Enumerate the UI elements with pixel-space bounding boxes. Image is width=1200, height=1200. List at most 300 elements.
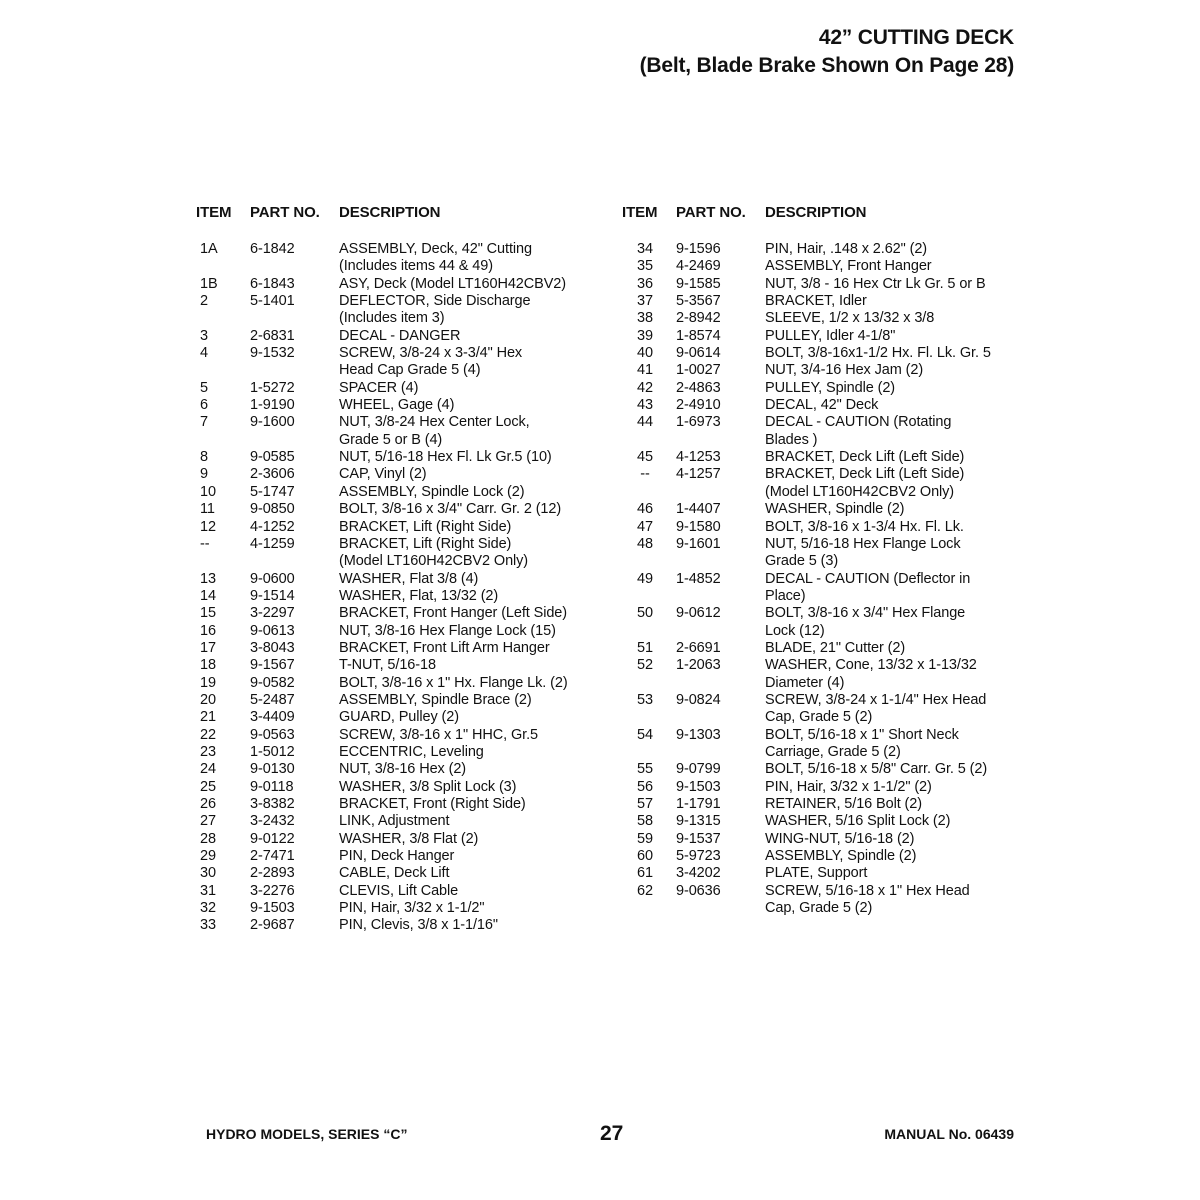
item-number: 55: [637, 761, 653, 778]
part-description: BRACKET, Idler: [765, 293, 867, 310]
table-row: [196, 744, 596, 761]
part-number: 3-8043: [250, 639, 295, 656]
rows-left: [196, 241, 596, 935]
table-row: [196, 605, 596, 622]
rows-right: [622, 241, 1022, 917]
table-row: [622, 414, 1022, 431]
table-row: [196, 397, 596, 414]
part-description: WASHER, Flat 3/8 (4): [339, 570, 479, 587]
table-row: [622, 432, 1022, 449]
part-description: RETAINER, 5/16 Bolt (2): [765, 796, 922, 812]
part-number: 1-4407: [676, 501, 721, 518]
part-description: BLADE, 21" Cutter (2): [765, 639, 906, 656]
part-description: GUARD, Pulley (2): [339, 709, 459, 726]
item-number: [196, 362, 250, 379]
item-number: 52: [637, 657, 653, 674]
table-row: [196, 466, 596, 483]
item-number: [196, 553, 250, 570]
table-row: [622, 397, 1022, 414]
part-number: 9-1303: [676, 726, 721, 743]
item-number: --: [640, 466, 650, 483]
table-row: [196, 484, 596, 501]
item-number: 42: [637, 379, 653, 396]
item-number: 3: [200, 327, 208, 344]
part-description: (Model LT160H42CBV2 Only): [765, 483, 955, 500]
item-number: 51: [637, 639, 653, 656]
table-row: [622, 900, 1022, 917]
part-description: ASSEMBLY, Deck, 42" Cutting: [339, 241, 532, 257]
part-description: ASY, Deck (Model LT160H42CBV2): [339, 275, 566, 292]
item-number: 46: [637, 501, 653, 518]
part-number: 1-4852: [676, 570, 721, 587]
item-number: 53: [637, 691, 653, 708]
item-number: [622, 709, 676, 726]
part-number: [676, 744, 765, 761]
part-description: BRACKET, Lift (Right Side): [339, 535, 512, 552]
part-number: 1-8574: [676, 327, 721, 344]
item-number: 8: [200, 449, 208, 466]
part-description: PIN, Hair, 3/32 x 1-1/2" (2): [765, 778, 932, 795]
part-number: 2-6831: [250, 327, 295, 344]
part-description: ASSEMBLY, Spindle Lock (2): [339, 483, 525, 500]
part-description: ECCENTRIC, Leveling: [339, 743, 484, 760]
part-description: Cap, Grade 5 (2): [765, 900, 873, 917]
part-number: 3-4409: [250, 709, 295, 726]
part-description: WING-NUT, 5/16-18 (2): [765, 830, 915, 847]
part-number: 3-2276: [250, 882, 295, 899]
item-number: 2: [200, 293, 208, 310]
part-description: NUT, 5/16-18 Hex Flange Lock: [765, 535, 961, 552]
part-description: Carriage, Grade 5 (2): [765, 743, 901, 760]
page-number: 27: [600, 1122, 624, 1145]
column-headers: [196, 204, 596, 224]
part-number: 6-1842: [250, 241, 295, 257]
item-number: 48: [637, 535, 653, 552]
part-number: 9-0118: [250, 778, 294, 795]
part-description: WASHER, Spindle (2): [765, 501, 905, 518]
part-description: DECAL, 42" Deck: [765, 397, 879, 414]
item-number: 11: [200, 501, 215, 518]
part-description: CLEVIS, Lift Cable: [339, 882, 459, 899]
part-number: 6-1843: [250, 275, 295, 292]
part-number: [676, 588, 765, 605]
header-item: ITEM: [622, 204, 658, 221]
table-row: [622, 865, 1022, 882]
item-number: 29: [200, 848, 216, 865]
part-description: SCREW, 3/8-24 x 3-3/4" Hex: [339, 345, 523, 362]
part-number: 4-2469: [676, 258, 721, 275]
table-row: [622, 883, 1022, 900]
part-number: 1-5012: [250, 743, 295, 760]
table-row: [622, 571, 1022, 588]
part-number: 9-1600: [250, 414, 295, 431]
item-number: 15: [200, 605, 216, 622]
part-number: 9-1532: [250, 345, 295, 362]
part-description: WASHER, Cone, 13/32 x 1-13/32: [765, 657, 977, 674]
item-number: 33: [200, 917, 216, 934]
part-number: [250, 362, 339, 379]
item-number: 41: [637, 362, 653, 379]
item-number: 22: [200, 726, 216, 743]
item-number: 13: [200, 570, 216, 587]
table-row: [196, 883, 596, 900]
part-number: 2-4910: [676, 397, 721, 414]
item-number: 40: [637, 345, 653, 362]
table-row: [622, 362, 1022, 379]
item-number: 43: [637, 397, 653, 414]
part-number: 9-0824: [676, 691, 721, 708]
item-number: 59: [637, 830, 653, 847]
part-number: [250, 310, 339, 327]
part-description: PIN, Clevis, 3/8 x 1-1/16": [339, 917, 498, 934]
part-number: 5-1747: [250, 483, 295, 500]
part-description: (Includes items 44 & 49): [339, 258, 493, 275]
part-number: [676, 623, 765, 640]
part-number: 9-0850: [250, 501, 295, 518]
part-description: BRACKET, Front Lift Arm Hanger: [339, 639, 550, 656]
item-number: --: [200, 535, 210, 552]
table-row: [196, 779, 596, 796]
item-number: 9: [200, 466, 208, 483]
table-row: [622, 761, 1022, 778]
part-description: NUT, 3/8-24 Hex Center Lock,: [339, 414, 530, 431]
item-number: 35: [637, 258, 653, 275]
part-description: NUT, 5/16-18 Hex Fl. Lk Gr.5 (10): [339, 449, 552, 466]
part-description: DECAL - CAUTION (Deflector in: [765, 570, 971, 587]
part-description: SCREW, 3/8-16 x 1" HHC, Gr.5: [339, 726, 538, 743]
table-row: [622, 675, 1022, 692]
part-number: 9-0612: [676, 605, 721, 622]
part-number: 9-1537: [676, 830, 721, 847]
item-number: 50: [637, 605, 653, 622]
part-number: 5-3567: [676, 293, 721, 310]
table-row: [196, 727, 596, 744]
part-description: BOLT, 5/16-18 x 1" Short Neck: [765, 726, 959, 743]
part-number: 9-0122: [250, 830, 295, 847]
item-number: 32: [200, 900, 216, 917]
part-description: T-NUT, 5/16-18: [339, 657, 436, 674]
table-row: [196, 675, 596, 692]
item-number: 28: [200, 830, 216, 847]
header-description: DESCRIPTION: [339, 204, 441, 221]
part-description: BOLT, 3/8-16x1-1/2 Hx. Fl. Lk. Gr. 5: [765, 345, 991, 362]
table-row: [622, 553, 1022, 570]
page-title: [640, 24, 1014, 80]
item-number: 20: [200, 691, 216, 708]
table-row: [196, 588, 596, 605]
table-row: [622, 796, 1022, 813]
part-number: 9-0585: [250, 449, 295, 466]
item-number: 14: [200, 587, 216, 604]
part-number: 5-1401: [250, 293, 295, 310]
part-description: BRACKET, Lift (Right Side): [339, 518, 512, 535]
header-item: ITEM: [196, 204, 232, 221]
table-row: [622, 519, 1022, 536]
table-row: [622, 744, 1022, 761]
part-number: 9-1567: [250, 657, 295, 674]
item-number: [622, 588, 676, 605]
part-number: 4-1257: [676, 466, 721, 483]
header-part-no: PART NO.: [676, 204, 746, 221]
part-number: 2-6691: [676, 639, 721, 656]
part-description: Place): [765, 587, 806, 604]
part-number: 9-0600: [250, 570, 295, 587]
table-row: [196, 761, 596, 778]
part-description: BOLT, 3/8-16 x 1-3/4 Hx. Fl. Lk.: [765, 518, 964, 535]
table-row: [196, 692, 596, 709]
table-row: [196, 345, 596, 362]
item-number: 36: [637, 275, 653, 292]
table-row: [622, 484, 1022, 501]
item-number: [622, 623, 676, 640]
item-number: [622, 900, 676, 917]
item-number: [622, 675, 676, 692]
part-number: [676, 709, 765, 726]
title-line-1: 42” CUTTING DECK: [818, 26, 1014, 49]
table-row: [622, 692, 1022, 709]
item-number: 44: [637, 414, 653, 431]
column-headers: [622, 204, 1022, 224]
part-description: Blades ): [765, 431, 818, 448]
part-number: 2-3606: [250, 466, 295, 483]
part-number: 3-8382: [250, 796, 295, 812]
table-row: [622, 293, 1022, 310]
item-number: [622, 553, 676, 570]
part-description: PULLEY, Idler 4-1/8": [765, 327, 896, 344]
part-number: 5-9723: [676, 848, 721, 865]
part-description: DEFLECTOR, Side Discharge: [339, 293, 531, 310]
part-number: 9-1585: [676, 275, 721, 292]
table-row: [196, 536, 596, 553]
table-row: [196, 796, 596, 813]
item-number: [622, 484, 676, 501]
part-description: CAP, Vinyl (2): [339, 466, 427, 483]
table-row: [622, 605, 1022, 622]
part-description: ASSEMBLY, Front Hanger: [765, 258, 932, 275]
table-row: [622, 449, 1022, 466]
item-number: 37: [637, 293, 653, 310]
part-number: [676, 553, 765, 570]
part-description: Head Cap Grade 5 (4): [339, 362, 481, 379]
part-description: BOLT, 3/8-16 x 3/4" Carr. Gr. 2 (12): [339, 501, 562, 518]
item-number: 49: [637, 570, 653, 587]
item-number: 30: [200, 865, 216, 882]
part-number: 2-8942: [676, 310, 721, 327]
item-number: 1A: [200, 241, 218, 257]
footer-manual-number: MANUAL No. 06439: [884, 1126, 1014, 1142]
part-number: [250, 553, 339, 570]
part-description: BOLT, 5/16-18 x 5/8" Carr. Gr. 5 (2): [765, 761, 988, 778]
table-row: [622, 501, 1022, 518]
part-number: 9-0130: [250, 761, 295, 778]
part-number: 9-1601: [676, 535, 721, 552]
part-number: 9-0563: [250, 726, 295, 743]
table-row: [196, 831, 596, 848]
table-row: [196, 258, 596, 275]
part-description: Lock (12): [765, 622, 825, 639]
item-number: 54: [637, 726, 653, 743]
item-number: 26: [200, 796, 216, 812]
table-row: [196, 640, 596, 657]
part-number: 4-1252: [250, 518, 295, 535]
table-row: [196, 571, 596, 588]
part-description: PIN, Hair, 3/32 x 1-1/2": [339, 900, 485, 917]
part-description: PIN, Deck Hanger: [339, 848, 455, 865]
table-row: [622, 536, 1022, 553]
part-number: 2-9687: [250, 917, 295, 934]
item-number: 17: [200, 639, 216, 656]
part-number: [676, 432, 765, 449]
item-number: [196, 310, 250, 327]
part-number: 3-2432: [250, 813, 295, 830]
item-number: [622, 432, 676, 449]
item-number: 6: [200, 397, 208, 414]
table-row: [196, 519, 596, 536]
part-description: NUT, 3/8-16 Hex (2): [339, 761, 467, 778]
part-description: LINK, Adjustment: [339, 813, 450, 830]
item-number: 45: [637, 449, 653, 466]
table-row: [196, 241, 596, 258]
part-description: DECAL - DANGER: [339, 327, 461, 344]
table-row: [196, 900, 596, 917]
table-row: [622, 848, 1022, 865]
item-number: 19: [200, 674, 216, 691]
item-number: 5: [200, 379, 208, 396]
part-number: 4-1259: [250, 535, 295, 552]
item-number: 56: [637, 778, 653, 795]
part-description: BOLT, 3/8-16 x 3/4" Hex Flange: [765, 605, 966, 622]
part-description: Grade 5 or B (4): [339, 431, 443, 448]
table-row: [622, 328, 1022, 345]
part-number: 1-9190: [250, 397, 295, 414]
item-number: 62: [637, 882, 653, 899]
item-number: 57: [637, 796, 653, 812]
part-description: SCREW, 3/8-24 x 1-1/4" Hex Head: [765, 691, 987, 708]
part-description: WHEEL, Gage (4): [339, 397, 455, 414]
item-number: 47: [637, 518, 653, 535]
table-row: [196, 848, 596, 865]
table-row: [196, 553, 596, 570]
part-description: PLATE, Support: [765, 865, 868, 882]
part-number: 9-1596: [676, 241, 721, 257]
part-description: SCREW, 5/16-18 x 1" Hex Head: [765, 882, 970, 899]
header-description: DESCRIPTION: [765, 204, 867, 221]
table-row: [622, 588, 1022, 605]
parts-list-right: [622, 204, 1022, 917]
item-number: 7: [200, 414, 208, 431]
table-row: [622, 779, 1022, 796]
item-number: [196, 258, 250, 275]
part-description: PULLEY, Spindle (2): [765, 379, 896, 396]
table-row: [196, 310, 596, 327]
part-description: WASHER, Flat, 13/32 (2): [339, 587, 499, 604]
part-description: (Model LT160H42CBV2 Only): [339, 553, 529, 570]
part-number: 9-1580: [676, 518, 721, 535]
part-description: NUT, 3/4-16 Hex Jam (2): [765, 362, 924, 379]
table-row: [196, 414, 596, 431]
part-number: 9-1315: [676, 813, 721, 830]
table-row: [196, 432, 596, 449]
table-row: [622, 466, 1022, 483]
table-row: [196, 293, 596, 310]
part-description: NUT, 3/8-16 Hex Flange Lock (15): [339, 622, 556, 639]
table-row: [622, 276, 1022, 293]
table-row: [196, 501, 596, 518]
part-description: WASHER, 5/16 Split Lock (2): [765, 813, 951, 830]
item-number: 23: [200, 743, 216, 760]
table-row: [196, 362, 596, 379]
part-number: 3-4202: [676, 865, 721, 882]
table-row: [196, 276, 596, 293]
item-number: 34: [637, 241, 653, 257]
table-row: [622, 640, 1022, 657]
part-number: [250, 258, 339, 275]
table-row: [622, 241, 1022, 258]
part-description: DECAL - CAUTION (Rotating: [765, 414, 952, 431]
item-number: 25: [200, 778, 216, 795]
part-number: 9-0582: [250, 674, 295, 691]
part-number: 5-2487: [250, 691, 295, 708]
part-description: Grade 5 (3): [765, 553, 839, 570]
part-number: 4-1253: [676, 449, 721, 466]
part-number: 9-0614: [676, 345, 721, 362]
table-row: [196, 813, 596, 830]
part-description: SPACER (4): [339, 379, 419, 396]
item-number: 38: [637, 310, 653, 327]
part-number: 9-0636: [676, 882, 721, 899]
item-number: 10: [200, 483, 216, 500]
part-description: PIN, Hair, .148 x 2.62" (2): [765, 241, 928, 257]
part-number: 1-6973: [676, 414, 721, 431]
part-description: WASHER, 3/8 Split Lock (3): [339, 778, 517, 795]
part-number: 9-0799: [676, 761, 721, 778]
part-description: BRACKET, Front Hanger (Left Side): [339, 605, 567, 622]
table-row: [622, 380, 1022, 397]
table-row: [196, 917, 596, 934]
item-number: 4: [200, 345, 208, 362]
table-row: [622, 831, 1022, 848]
table-row: [622, 345, 1022, 362]
part-number: [250, 432, 339, 449]
part-number: 9-1503: [250, 900, 295, 917]
part-description: ASSEMBLY, Spindle (2): [765, 848, 917, 865]
part-description: BOLT, 3/8-16 x 1" Hx. Flange Lk. (2): [339, 674, 568, 691]
item-number: 24: [200, 761, 216, 778]
part-description: BRACKET, Deck Lift (Left Side): [765, 449, 965, 466]
item-number: 12: [200, 518, 216, 535]
part-number: [676, 484, 765, 501]
table-row: [196, 709, 596, 726]
table-row: [196, 380, 596, 397]
item-number: 27: [200, 813, 216, 830]
table-row: [622, 310, 1022, 327]
table-row: [622, 709, 1022, 726]
table-row: [622, 657, 1022, 674]
table-row: [622, 623, 1022, 640]
part-number: 1-5272: [250, 379, 295, 396]
item-number: 1B: [200, 275, 218, 292]
part-number: 2-2893: [250, 865, 295, 882]
part-number: 1-0027: [676, 362, 721, 379]
table-row: [622, 258, 1022, 275]
parts-list-left: [196, 204, 596, 935]
table-row: [196, 328, 596, 345]
table-row: [622, 813, 1022, 830]
part-number: 9-1514: [250, 587, 295, 604]
part-description: Cap, Grade 5 (2): [765, 709, 873, 726]
table-row: [196, 657, 596, 674]
item-number: 18: [200, 657, 216, 674]
